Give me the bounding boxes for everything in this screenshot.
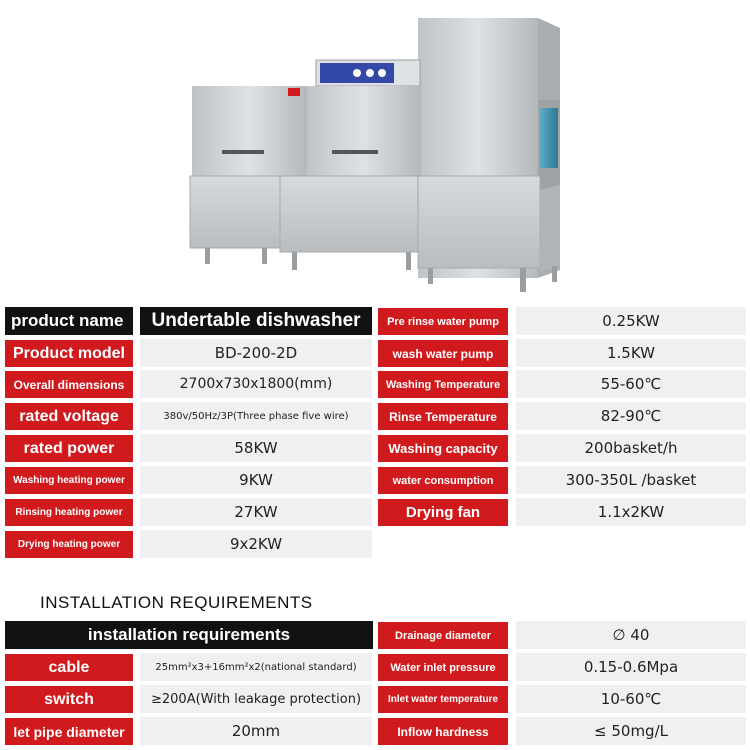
install-label-inlet-water-temperature: Inlet water temperature — [378, 685, 508, 713]
spec-label-washing-heating-power: Washing heating power — [5, 466, 133, 494]
spec-label-rinsing-heating-power: Rinsing heating power — [5, 498, 133, 526]
spec-value-wash-water-pump: 1.5KW — [516, 339, 746, 367]
spec-label-overall-dimensions: Overall dimensions — [5, 370, 133, 398]
spec-value-drying-fan: 1.1x2KW — [516, 498, 746, 526]
install-value-inflow-hardness: ≤ 50mg/L — [516, 717, 746, 745]
spec-label-pre-rinse-water-pump: Pre rinse water pump — [378, 307, 508, 335]
spec-label-drying-fan: Drying fan — [378, 498, 508, 526]
install-label-drainage-diameter: Drainage diameter — [378, 621, 508, 649]
spec-value-product-model: BD-200-2D — [140, 339, 372, 367]
spec-label-water-consumption: water consumption — [378, 466, 508, 494]
spec-value-rated-voltage: 380v/50Hz/3P(Three phase five wire) — [140, 402, 372, 430]
spec-value-washing-temperature: 55-60℃ — [516, 370, 746, 398]
spec-value-pre-rinse-water-pump: 0.25KW — [516, 307, 746, 335]
spec-label-drying-heating-power: Drying heating power — [5, 530, 133, 558]
install-label-let-pipe-diameter: let pipe diameter — [5, 717, 133, 745]
spec-value-rinsing-heating-power: 27KW — [140, 498, 372, 526]
spec-value-water-consumption: 300-350L /basket — [516, 466, 746, 494]
spec-value-drying-heating-power: 9x2KW — [140, 530, 372, 558]
spec-value-product-name: Undertable dishwasher — [140, 307, 372, 335]
spec-value-washing-heating-power: 9KW — [140, 466, 372, 494]
spec-value-overall-dimensions: 2700x730x1800(mm) — [140, 370, 372, 398]
spec-label-wash-water-pump: wash water pump — [378, 339, 508, 367]
install-value-water-inlet-pressure: 0.15-0.6Mpa — [516, 653, 746, 681]
spec-label-rated-power: rated power — [5, 434, 133, 462]
product-image — [0, 0, 750, 300]
spec-label-product-name: product name — [5, 307, 133, 335]
install-value-let-pipe-diameter: 20mm — [140, 717, 372, 745]
install-value-drainage-diameter: ∅ 40 — [516, 621, 746, 649]
spec-value-rinse-temperature: 82-90℃ — [516, 402, 746, 430]
install-label-cable: cable — [5, 653, 133, 681]
install-value-switch: ≥200A(With leakage protection) — [140, 685, 372, 713]
spec-label-product-model: Product model — [5, 339, 133, 367]
spec-label-washing-capacity: Washing capacity — [378, 434, 508, 462]
spec-value-rated-power: 58KW — [140, 434, 372, 462]
spec-value-washing-capacity: 200basket/h — [516, 434, 746, 462]
installation-header: installation requirements — [5, 621, 373, 649]
install-label-inflow-hardness: Inflow hardness — [378, 717, 508, 745]
spec-label-rated-voltage: rated voltage — [5, 402, 133, 430]
install-label-water-inlet-pressure: Water inlet pressure — [378, 653, 508, 681]
spec-label-rinse-temperature: Rinse Temperature — [378, 402, 508, 430]
install-value-cable: 25mm²x3+16mm²x2(national standard) — [140, 653, 372, 681]
spec-label-washing-temperature: Washing Temperature — [378, 370, 508, 398]
installation-section-title: INSTALLATION REQUIREMENTS — [40, 593, 313, 612]
install-value-inlet-water-temperature: 10-60℃ — [516, 685, 746, 713]
install-label-switch: switch — [5, 685, 133, 713]
